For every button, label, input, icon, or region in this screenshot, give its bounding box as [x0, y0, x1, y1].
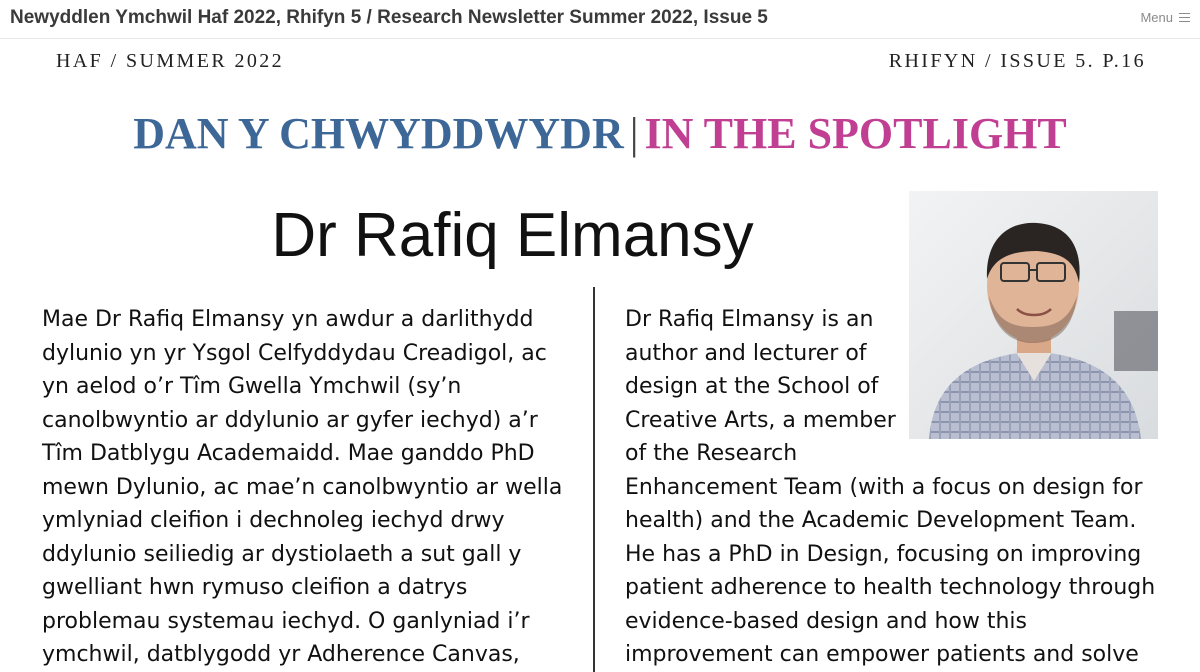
welsh-bio-line: canolbwyntio ar ddylunio ar gyfer iechyd) a’r: [42, 407, 538, 433]
english-bio-line: author and lecturer of: [625, 340, 867, 366]
welsh-bio-line: Mae Dr Rafiq Elmansy yn awdur a darlithydd: [42, 307, 534, 332]
welsh-bio-line: Tîm Datblygu Academaidd. Mae ganddo PhD: [42, 441, 535, 466]
banner-separator: |: [629, 109, 639, 158]
english-bio-line: Enhancement Team (with a focus on design for: [625, 474, 1143, 500]
welsh-bio-line: problemau systemau iechyd. O ganlyniad i’r: [42, 608, 530, 634]
english-bio-line: evidence-based design and how this: [625, 608, 1027, 634]
welsh-bio-line: mewn Dylunio, ac mae’n canolbwyntio ar wella: [42, 474, 563, 500]
english-bio-line: Dr Rafiq Elmansy is an: [625, 307, 874, 332]
issue-page-label: RHIFYN / ISSUE 5. P.16: [888, 50, 1146, 72]
welsh-bio-line: dylunio yn yr Ysgol Celfyddydau Creadigol, ac: [42, 340, 547, 366]
menu-label: Menu: [1140, 10, 1173, 25]
english-bio-line: improvement can empower patients and solve: [625, 642, 1139, 667]
welsh-bio-column: [42, 303, 562, 672]
english-bio-line: patient adherence to health technology through: [625, 575, 1156, 600]
english-bio-line: design at the School of: [625, 374, 879, 399]
welsh-bio-line: ymlyniad cleifion i dechnoleg iechyd drwy: [42, 508, 505, 533]
menu-button[interactable]: [1140, 10, 1190, 25]
document-header-bar: [0, 0, 1200, 39]
english-bio-line: of the Research: [625, 441, 798, 466]
welsh-bio-line: gwelliant hwn rymuso cleifion a datrys: [42, 575, 468, 600]
english-bio-line: health) and the Academic Development Team.: [625, 508, 1137, 533]
hamburger-icon: [1179, 13, 1190, 22]
english-bio-line: He has a PhD in Design, focusing on improving: [625, 541, 1142, 567]
welsh-bio-line: ddylunio seiliedig ar dystiolaeth a sut gall y: [42, 541, 522, 567]
profile-name: Dr Rafiq Elmansy: [271, 201, 754, 270]
welsh-bio-line: yn aelod o’r Tîm Gwella Ymchwil (sy’n: [42, 374, 462, 399]
english-bio-column: [625, 303, 1155, 672]
season-label: HAF / SUMMER 2022: [56, 50, 285, 72]
section-banner: [0, 108, 1200, 159]
column-divider: [593, 287, 595, 672]
english-bio-line: Creative Arts, a member: [625, 407, 896, 433]
document-title: Newyddlen Ymchwil Haf 2022, Rhifyn 5 / Research Newsletter Summer 2022, Issue 5: [10, 7, 768, 28]
welsh-bio-line: ymchwil, datblygodd yr Adherence Canvas,: [42, 642, 520, 667]
banner-english: IN THE SPOTLIGHT: [644, 109, 1067, 158]
banner-welsh: DAN Y CHWYDDWYDR: [133, 109, 624, 158]
